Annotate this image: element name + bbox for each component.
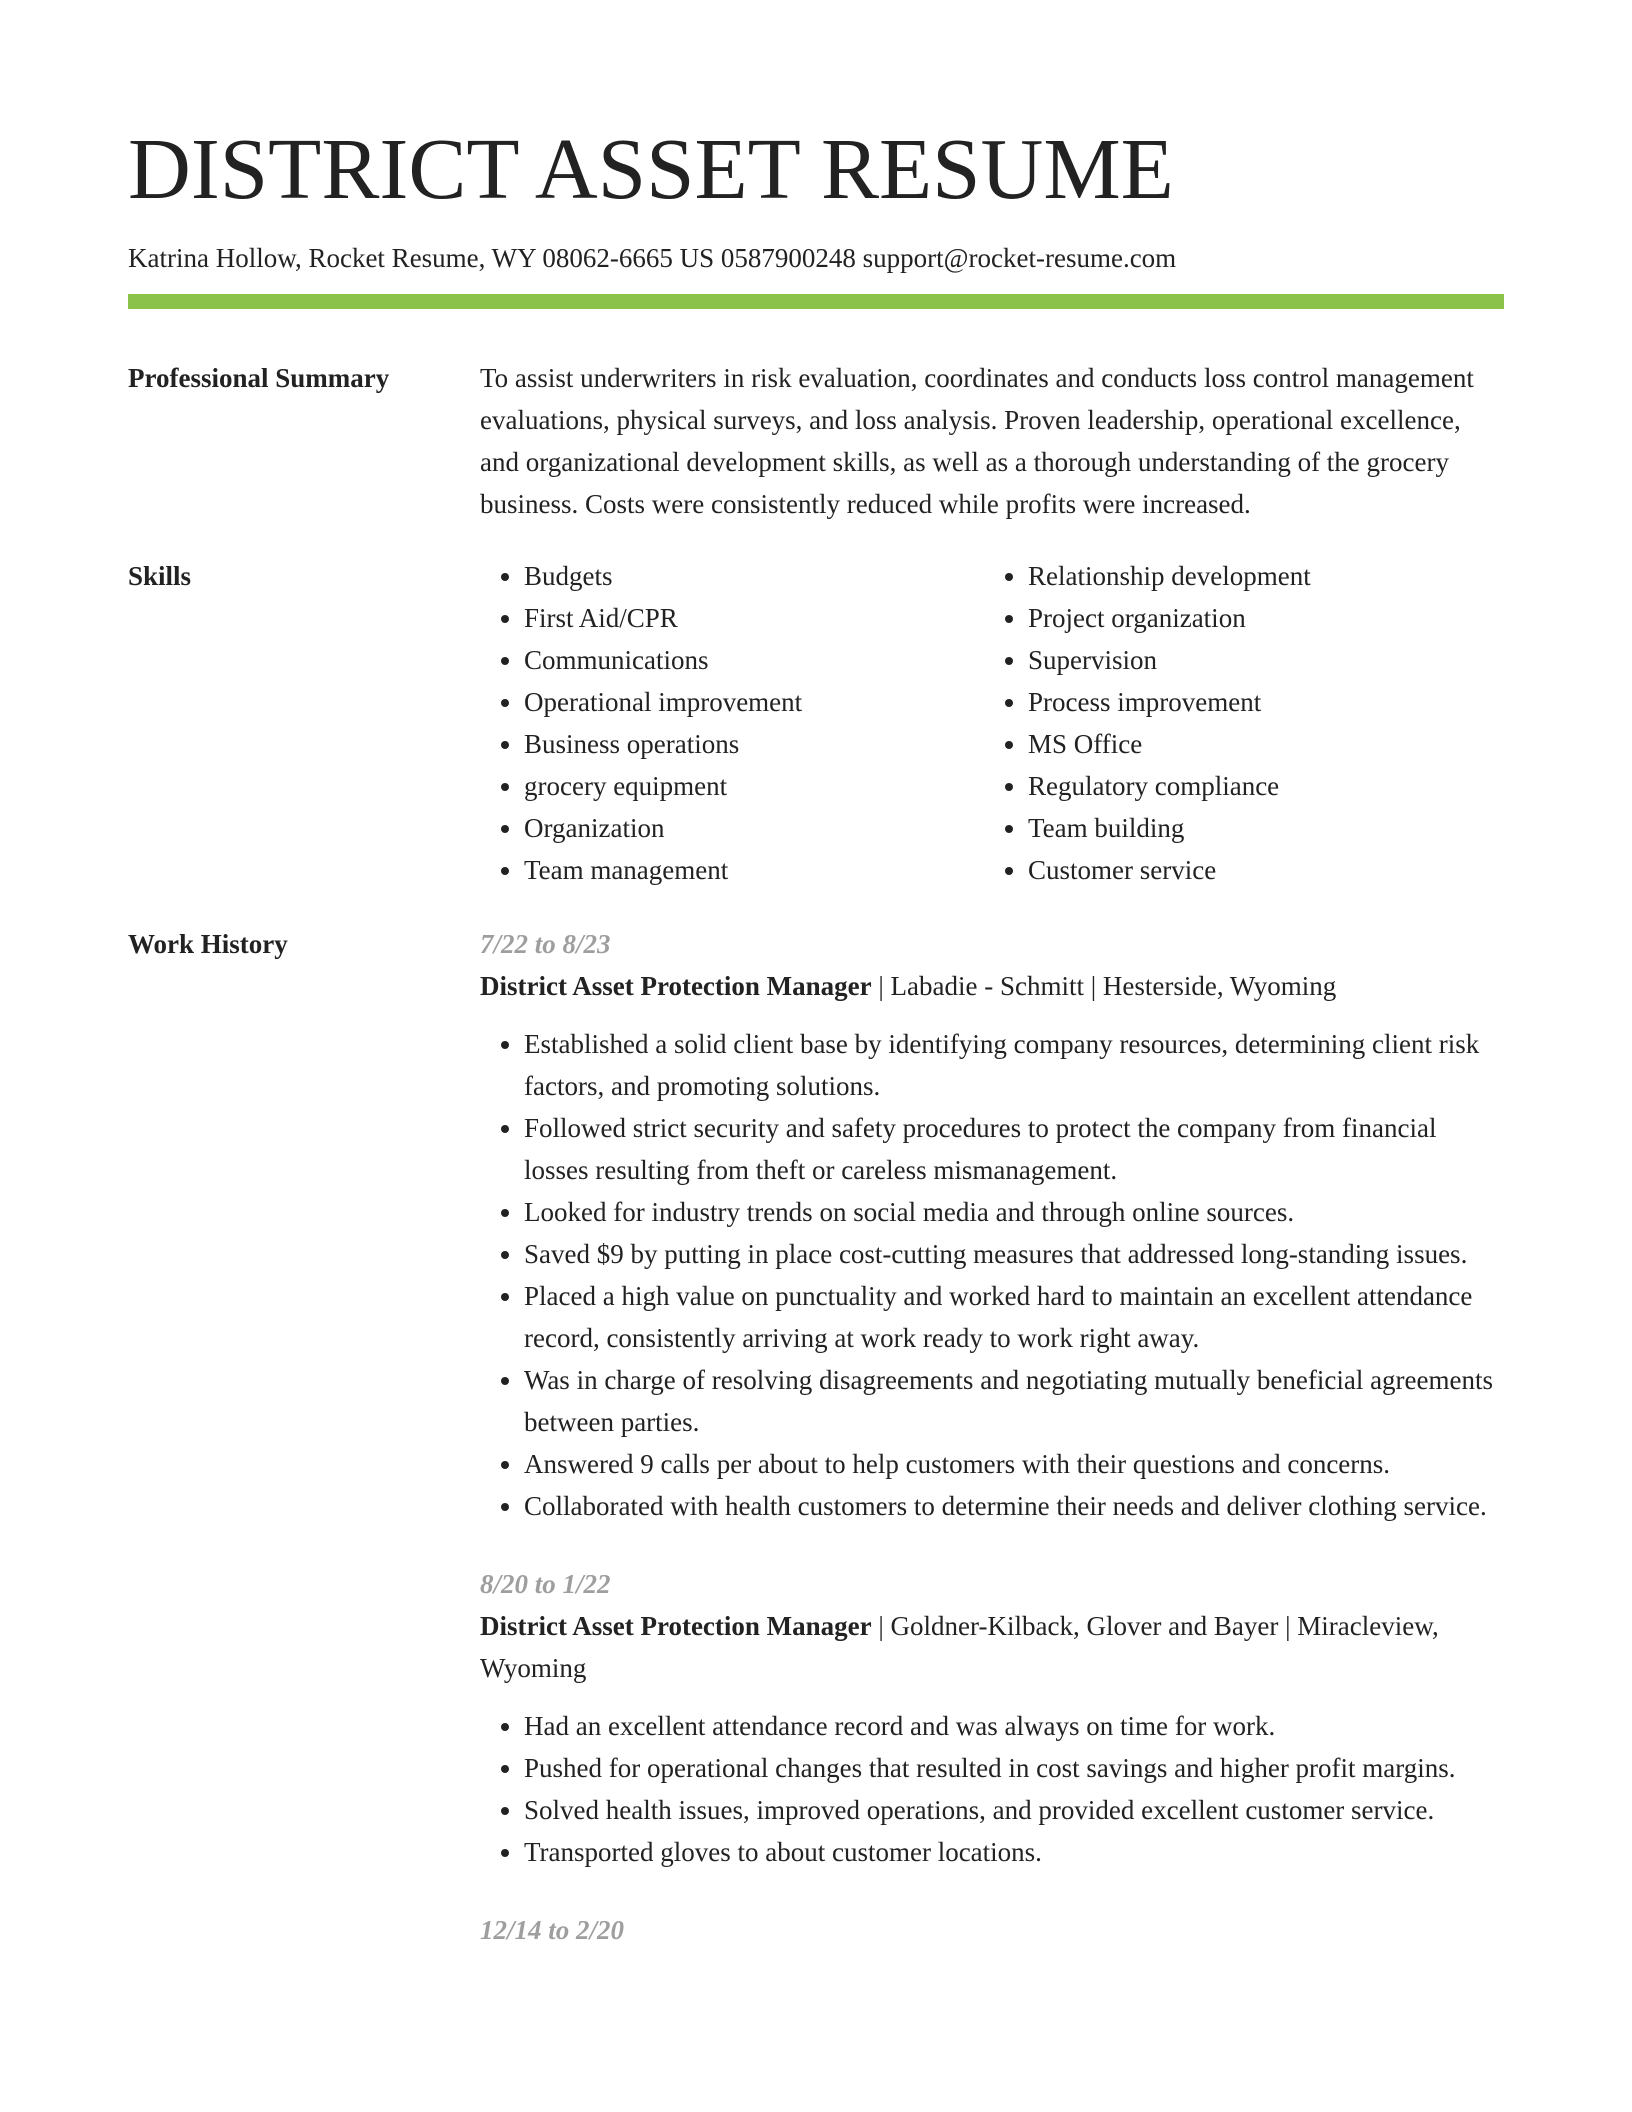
- skills-list-right: [984, 555, 1488, 891]
- skill-item: • grocery equipment: [524, 765, 984, 807]
- skill-item: • Budgets: [524, 555, 984, 597]
- skill-item: • Communications: [524, 639, 984, 681]
- skill-item: • Process improvement: [1028, 681, 1488, 723]
- job-dates: 12/14 to 2/20: [480, 1915, 625, 1945]
- job-details: | Goldner-Kilback, Glover and Bayer | Miracleview, Wyoming: [480, 1611, 1439, 1683]
- skill-item: • First Aid/CPR: [524, 597, 984, 639]
- skill-item: • MS Office: [1028, 723, 1488, 765]
- job-bullets: [480, 1023, 1504, 1527]
- job-bullet: • Answered 9 calls per about to help customers with their questions and concerns.: [524, 1443, 1504, 1485]
- section-label-summary: Professional Summary: [128, 363, 390, 393]
- job-bullet: • Placed a high value on punctuality and worked hard to maintain an excellent attendance record, consistently arriving at work ready to work right away.: [524, 1275, 1504, 1359]
- job-bullet: • Solved health issues, improved operations, and provided excellent customer service.: [524, 1789, 1504, 1831]
- job-bullet: • Looked for industry trends on social media and through online sources.: [524, 1191, 1504, 1233]
- skill-item: • Team building: [1028, 807, 1488, 849]
- job-dates: 8/20 to 1/22: [480, 1569, 611, 1599]
- skill-item: • Project organization: [1028, 597, 1488, 639]
- job-entry: [480, 1563, 1504, 1873]
- job-title-line: [480, 965, 1504, 1007]
- resume-page: [128, 0, 1504, 1987]
- job-bullet: • Followed strict security and safety procedures to protect the company from financial losses resulting from theft or careless mismanagement.: [524, 1107, 1504, 1191]
- job-bullets: [480, 1705, 1504, 1873]
- professional-summary-section: [128, 357, 1504, 525]
- summary-text: To assist underwriters in risk evaluation, coordinates and conducts loss control management evaluations, physical surveys, and loss analysis. Proven leadership, operational excellence, and organizational development skills, as well as a thorough understanding of the grocery business. Costs were consistently reduced while profits were increased.: [480, 363, 1474, 519]
- skill-item: • Organization: [524, 807, 984, 849]
- job-title: District Asset Protection Manager: [480, 1611, 872, 1641]
- skill-item: • Regulatory compliance: [1028, 765, 1488, 807]
- job-entry: [480, 923, 1504, 1527]
- job-bullet: • Established a solid client base by identifying company resources, determining client risk factors, and promoting solutions.: [524, 1023, 1504, 1107]
- job-title-line: [480, 1605, 1504, 1689]
- resume-title: DISTRICT ASSET RESUME: [128, 120, 1174, 217]
- job-bullet: • Was in charge of resolving disagreements and negotiating mutually beneficial agreements between parties.: [524, 1359, 1504, 1443]
- job-dates: 7/22 to 8/23: [480, 929, 611, 959]
- job-title: District Asset Protection Manager: [480, 971, 872, 1001]
- job-details: | Labadie - Schmitt | Hesterside, Wyoming: [871, 971, 1337, 1001]
- contact-line: Katrina Hollow, Rocket Resume, WY 08062-6665 US 0587900248 support@rocket-resume.com: [128, 243, 1177, 273]
- job-bullet: • Saved $9 by putting in place cost-cutting measures that addressed long-standing issues.: [524, 1233, 1504, 1275]
- accent-divider: [128, 294, 1504, 309]
- skill-item: • Customer service: [1028, 849, 1488, 891]
- section-label-skills: Skills: [128, 561, 192, 591]
- work-history-section: [128, 923, 1504, 1987]
- skill-item: • Operational improvement: [524, 681, 984, 723]
- skill-item: • Team management: [524, 849, 984, 891]
- job-entry: [480, 1909, 1504, 1951]
- skill-item: • Business operations: [524, 723, 984, 765]
- skills-list-left: [480, 555, 984, 891]
- skill-item: • Relationship development: [1028, 555, 1488, 597]
- skills-section: [128, 555, 1504, 891]
- job-bullet: • Transported gloves to about customer locations.: [524, 1831, 1504, 1873]
- job-bullet: • Had an excellent attendance record and was always on time for work.: [524, 1705, 1504, 1747]
- section-label-work: Work History: [128, 929, 288, 959]
- job-bullet: • Pushed for operational changes that resulted in cost savings and higher profit margins.: [524, 1747, 1504, 1789]
- skill-item: • Supervision: [1028, 639, 1488, 681]
- job-bullet: • Collaborated with health customers to determine their needs and deliver clothing service.: [524, 1485, 1504, 1527]
